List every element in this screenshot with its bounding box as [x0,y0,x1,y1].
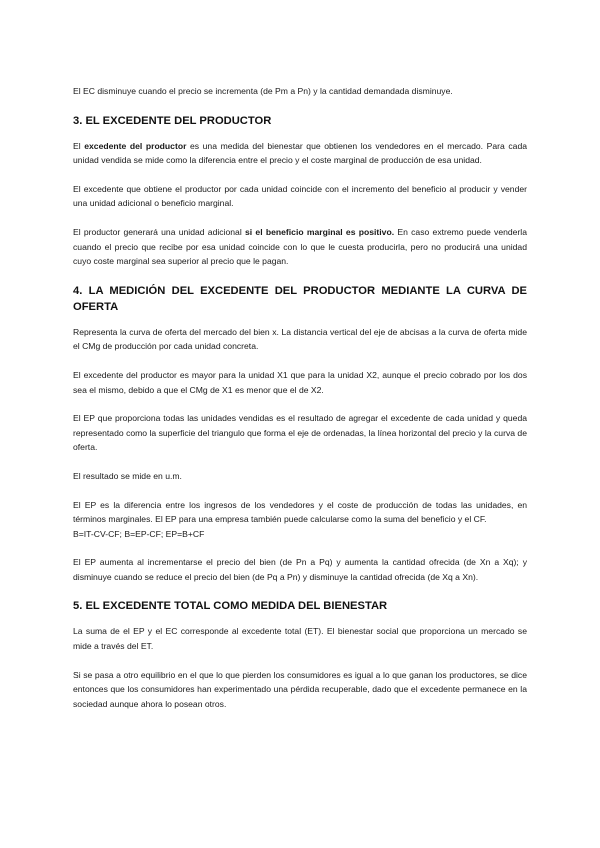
section-4-heading: 4. LA MEDICIÓN DEL EXCEDENTE DEL PRODUCTOR MEDIANTE LA CURVA DE OFERTA [73,284,527,313]
section-3-paragraph-2: El excedente que obtiene el productor por cada unidad coincide con el incremento del beneficio al producir y vender una unidad adicional o beneficio marginal. [73,183,527,209]
section-4-paragraph-5: El EP es la diferencia entre los ingresos de los vendedores y el coste de producción de todas las unidades, en términos marginales. El EP para una empresa también puede calcularse como la suma del beneficio y el CF. [73,499,527,525]
section-4-paragraph-3: El EP que proporciona todas las unidades vendidas es el resultado de agregar el excedente de cada unidad y queda representado como la superficie del triangulo que forma el eje de ordenadas, la línea horizontal del precio y la curva de oferta. [73,413,527,453]
section-3-heading: 3. EL EXCEDENTE DEL PRODUCTOR [73,114,272,127]
section-5-paragraph-1: La suma de el EP y el EC corresponde al excedente total (ET). El bienestar social que proporciona un mercado se mide a través del ET. [73,626,527,652]
section-3-paragraph-1 [73,139,527,168]
section-5-paragraph-2: Si se pasa a otro equilibrio en el que lo que pierden los consumidores es igual a lo que ganan los productores, se dice entonces que los consumidores han experimentado una pérdida recuperable, dado que el excedente permanece en la sociedad aunque ahora lo posean otros. [73,669,527,709]
section-4-paragraph-2: El excedente del productor es mayor para la unidad X1 que para la unidad X2, aunque el precio cobrado por los dos sea el mismo, debido a que el CMg de X1 es menor que el de X2. [73,369,527,395]
text-run: El [73,140,85,151]
bold-term: si el beneficio marginal es positivo. [245,226,395,237]
section-5-heading: 5. EL EXCEDENTE TOTAL COMO MEDIDA DEL BIENESTAR [73,600,388,613]
text-run: El productor generará una unidad adicional [73,226,245,237]
bold-term: excedente del productor [84,140,187,151]
document-page [73,84,527,711]
text-run: es una medida del bienestar que obtienen los vendedores en el mercado. Para cada unidad vendida se mide como la diferencia entre el precio y el coste marginal de producción de esa unidad. [73,140,528,166]
section-4-paragraph-6: El EP aumenta al incrementarse el precio del bien (de Pn a Pq) y aumenta la cantidad ofrecida (de Xn a Xq); y disminuye cuando se reduce el precio del bien (de Pq a Pn) y disminuye la cantidad ofrecida (de Xq a Xn). [73,557,527,582]
section-4-paragraph-4: El resultado se mide en u.m. [73,470,182,481]
section-3-paragraph-3 [73,225,527,269]
intro-paragraph: El EC disminuye cuando el precio se incrementa (de Pm a Pn) y la cantidad demandada disminuye. [73,86,453,96]
section-4-paragraph-1: Representa la curva de oferta del mercado del bien x. La distancia vertical del eje de abcisas a la curva de oferta mide el CMg de producción por cada unidad concreta. [73,326,527,352]
text-run: En caso extremo puede venderla cuando el precio que recibe por esa unidad coincide con lo que le cuesta producirla, pero no producirá una unidad cuyo coste marginal sea superior al precio que le pagan. [73,226,527,267]
formula-line: B=IT-CV-CF; B=EP-CF; EP=B+CF [73,528,205,539]
